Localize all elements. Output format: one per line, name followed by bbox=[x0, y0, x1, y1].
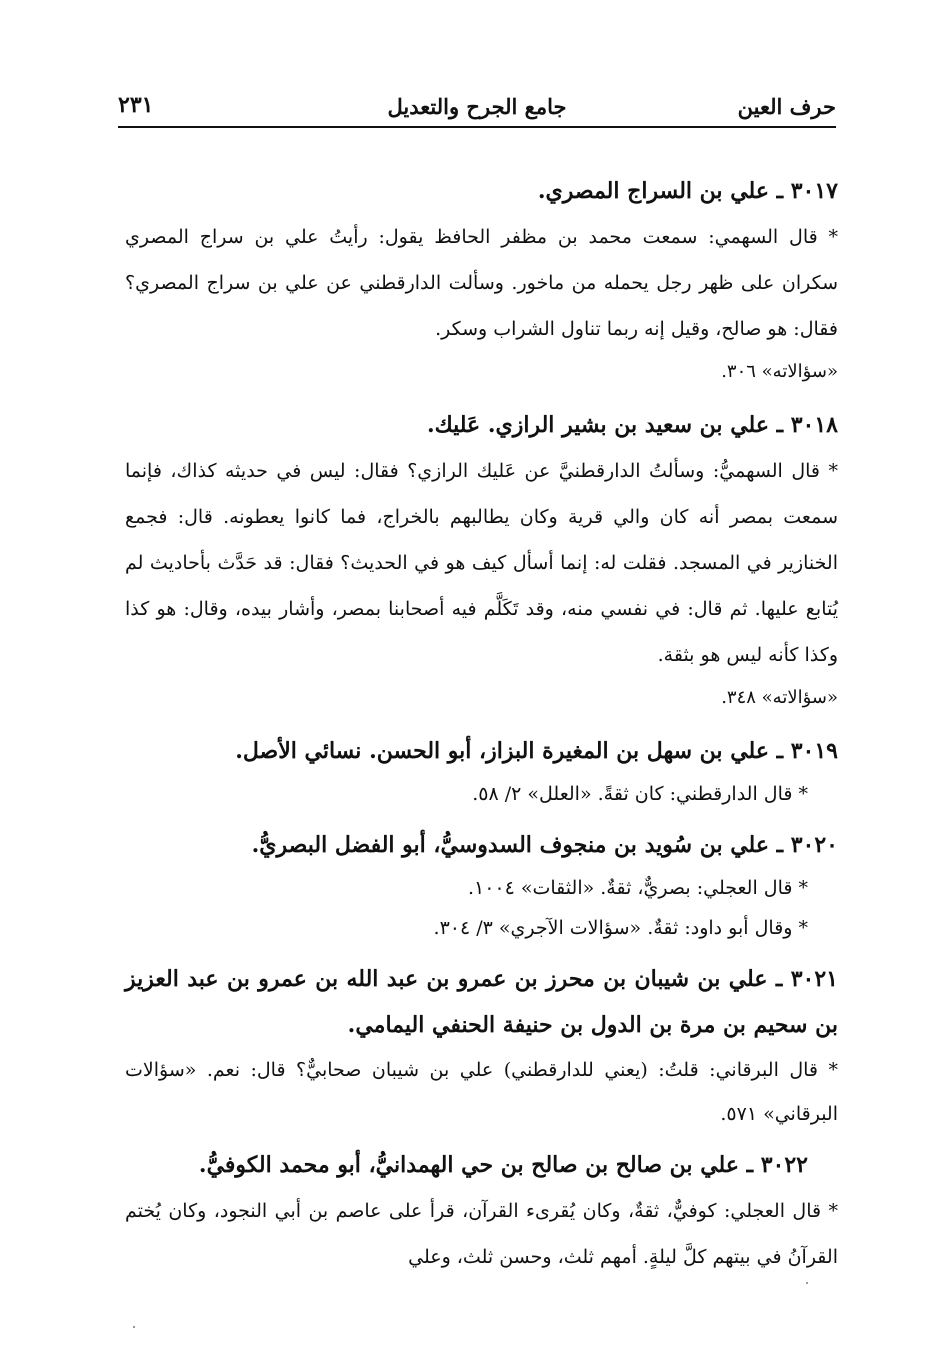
entry-3017 bbox=[125, 168, 838, 392]
entry-paragraph: * قال العجلي: بصريٌّ، ثقةٌ. «الثقات» ١٠٠٤. bbox=[467, 877, 808, 899]
entry-heading: ٣٠١٧ ـ علي بن السراج المصري. bbox=[537, 178, 838, 204]
entry-paragraph: * قال العجلي: كوفيٌّ، ثقةٌ، وكان يُقرىء القرآن، قرأ على عاصم بن أبي النجود، وكان يُختم القرآنُ في بيتهم كلَّ ليلةٍ. أمهم ثلث، وحسن ثلث، وعلي bbox=[125, 1200, 838, 1268]
entry-paragraph: * قال السهمي: سمعت محمد بن مظفر الحافظ يقول: رأيتُ علي بن سراج المصري سكران على ظهر رجل يحمله من ماخور. وسألت الدارقطني عن علي بن سراج المصري؟ فقال: هو صالح، وقيل إنه ربما تناول الشراب وسكر. bbox=[125, 226, 838, 340]
page-number: ٢٣١ bbox=[118, 92, 154, 118]
entry-paragraph: * قال الدارقطني: كان ثقةً. «العلل» ٢/ ٥٨. bbox=[472, 783, 808, 805]
entry-heading: ٣٠٢١ ـ علي بن شيبان بن محرز بن عمرو بن عبد الله بن عمرو بن عبد العزيز بن سحيم بن مرة بن الدول بن حنيفة الحنفي اليمامي. bbox=[125, 966, 838, 1038]
entry-paragraph: * وقال أبو داود: ثقةٌ. «سؤالات الآجري» ٣/ ٣٠٤. bbox=[433, 917, 808, 939]
entry-3018 bbox=[125, 402, 838, 718]
entry-3020 bbox=[209, 822, 838, 948]
entry-heading: ٣٠١٨ ـ علي بن سعيد بن بشير الرازي. عَليك. bbox=[426, 412, 838, 438]
entry-3022 bbox=[125, 1142, 838, 1280]
entry-3021 bbox=[125, 956, 838, 1136]
running-header bbox=[118, 88, 836, 128]
scan-speck bbox=[133, 1326, 135, 1328]
entry-heading: ٣٠١٩ ـ علي بن سهل بن المغيرة البزاز، أبو الحسن. نسائي الأصل. bbox=[235, 738, 838, 764]
page-body bbox=[125, 168, 838, 1292]
chapter-title: حرف العين bbox=[737, 94, 836, 119]
entry-3019 bbox=[209, 728, 838, 814]
entry-paragraph: * قال السهميُّ: وسألتُ الدارقطنيَّ عن عَليك الرازي؟ فقال: ليس في حديثه كذاك، فإنما سمعت بمصر أنه كان والي قرية وكان يطالبهم بالخراج، فما كانوا يعطونه. قال: فجمع الخنازير في المسجد. فقلت له: إنما أسأل كيف هو في الحديث؟ فقال: قد حَدَّث بأحاديث لم يُتابع عليها. ثم قال: في نفسي منه، وقد تَكَلَّم فيه أصحابنا بمصر، وأشار بيده، وقال: هو كذا وكذا كأنه ليس هو بثقة. bbox=[125, 460, 838, 666]
scan-speck bbox=[806, 1282, 808, 1284]
book-title: جامع الجرح والتعديل bbox=[387, 94, 567, 119]
entry-source: «سؤالاته» ٣٤٨. bbox=[721, 687, 838, 708]
header-rule bbox=[118, 126, 836, 128]
entry-heading: ٣٠٢٠ ـ علي بن سُويد بن منجوف السدوسيُّ، أبو الفضل البصريُّ. bbox=[251, 832, 838, 858]
entry-heading: ٣٠٢٢ ـ علي بن صالح بن صالح بن حي الهمدانيُّ، أبو محمد الكوفيُّ. bbox=[198, 1152, 808, 1178]
entry-source: «سؤالاته» ٣٠٦. bbox=[721, 361, 838, 382]
entry-paragraph: * قال البرقاني: قلتُ: (يعني للدارقطني) علي بن شيبان صحابيٌّ؟ قال: نعم. «سؤالات البرقاني» ٥٧١. bbox=[125, 1059, 838, 1125]
